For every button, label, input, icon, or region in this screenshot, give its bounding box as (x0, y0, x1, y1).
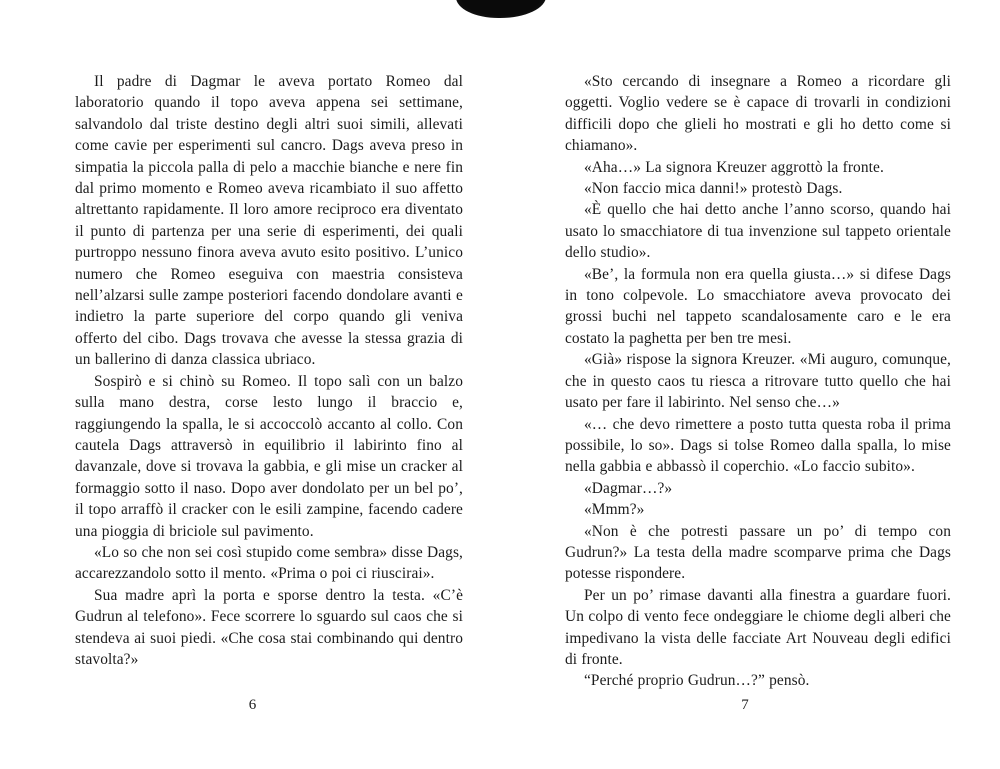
paragraph: Sua madre aprì la porta e sporse dentro la testa. «C’è Gudrun al telefono». Fece scorrere lo sguardo sul caos che si stendeva ai suoi piedi. «Che cosa stai combinando qui dentro stavolta?» (75, 586, 463, 668)
paragraph: «Mmm?» (584, 501, 645, 519)
page-left (75, 71, 463, 670)
paragraph: «… che devo rimettere a posto tutta questa roba il prima possibile, lo so». Dags si tolse Romeo dalla spalla, lo mise nella gabbia e abbassò il coperchio. «Lo faccio subito». (565, 415, 951, 476)
paragraph: “Perché proprio Gudrun…?” pensò. (584, 672, 810, 690)
paragraph: Il padre di Dagmar le aveva portato Romeo dal laboratorio quando il topo aveva appena sei settimane, salvandolo dal triste destino degli altri suoi simili, allevati come cavie per esperimenti sul cancro. Dags aveva preso in simpatia la piccola palla di pelo a macchie bianche e nere fin dal primo momento e Romeo aveva ricambiato il suo affetto altrettanto rapidamente. Il loro amore reciproco era diventato il punto di partenza per una serie di esperimenti, dei quali purtroppo nessuno finora aveva avuto esito positivo. L’unico numero che Romeo eseguiva con maestria consisteva nell’alzarsi sulle zampe posteriori facendo dondolare avanti e indietro la parte superiore del corpo quando gli veniva offerto del cibo. Dags trovava che avesse la stessa grazia di un ballerino di danza classica ubriaco. (75, 73, 463, 369)
page-number-right: 7 (741, 697, 749, 713)
paragraph: «Già» rispose la signora Kreuzer. «Mi auguro, comunque, che in questo caos tu riesca a ritrovare tutto quello che hai usato per fare il labirinto. Nel senso che…» (565, 351, 951, 412)
paragraph: Per un po’ rimase davanti alla finestra a guardare fuori. Un colpo di vento fece ondeggiare le chiome degli alberi che impedivano la vista delle facciate Art Nouveau degli edifici di fronte. (565, 586, 951, 668)
paragraph: «Aha…» La signora Kreuzer aggrottò la fronte. (584, 158, 884, 176)
paragraph: «È quello che hai detto anche l’anno scorso, quando hai usato lo smacchiatore di tua invenzione sul tappeto orientale dello studio». (565, 201, 951, 262)
paragraph: «Lo so che non sei così stupido come sembra» disse Dags, accarezzandolo sotto il mento. «Prima o poi ci riuscirai». (75, 543, 463, 583)
paragraph: «Be’, la formula non era quella giusta…» si difese Dags in tono colpevole. Lo smacchiatore aveva provocato dei grossi buchi nel tappeto scandalosamente caro e le era costato la paghetta per ben tre mesi. (565, 265, 951, 347)
paragraph: «Non è che potresti passare un po’ di tempo con Gudrun?» La testa della madre scomparve prima che Dags potesse rispondere. (565, 522, 951, 583)
paragraph: «Non faccio mica danni!» protestò Dags. (584, 180, 843, 198)
paragraph: «Sto cercando di insegnare a Romeo a ricordare gli oggetti. Voglio vedere se è capace di trovarli in condizioni difficili dopo che glieli ho mostrati e gli ho detto come si chiamano». (565, 73, 951, 155)
paragraph: «Dagmar…?» (584, 479, 673, 497)
page-right (565, 71, 951, 692)
page-number-left: 6 (248, 697, 257, 713)
paragraph: Sospirò e si chinò su Romeo. Il topo salì con un balzo sulla mano destra, corse lesto lungo il braccio e, raggiungendo la spalla, le si accoccolò accanto al collo. Con cautela Dags attraversò in equilibrio il labirinto fino al davanzale, dove si trovava la gabbia, e gli mise un cracker al formaggio sotto il naso. Dopo aver dondolato per un bel po’, il topo arraffò il cracker con le esili zampine, facendo cadere una pioggia di briciole sul pavimento. (75, 372, 463, 540)
scan-artifact (456, 0, 546, 18)
